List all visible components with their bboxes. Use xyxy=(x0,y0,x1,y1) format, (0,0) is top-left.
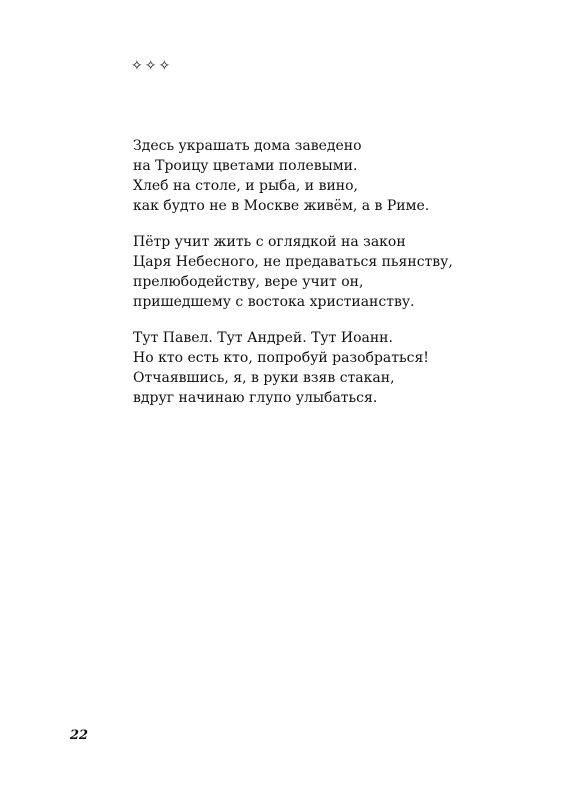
page-number: 22 xyxy=(70,728,89,743)
poem-line: пришедшему с востока христианству. xyxy=(133,294,415,310)
poem-stanza-2 xyxy=(133,232,463,312)
poem-line: вдруг начинаю глупо улыбаться. xyxy=(133,390,378,406)
poem-line: Отчаявшись, я, в руки взяв стакан, xyxy=(133,370,395,386)
poem-stanza-3 xyxy=(133,328,463,408)
poem-line: прелюбодейству, вере учит он, xyxy=(133,274,364,290)
poem-line: Но кто есть кто, попробуй разобраться! xyxy=(133,350,429,366)
poem-line: как будто не в Москве живём, а в Риме. xyxy=(133,198,430,214)
poem-stanza-1 xyxy=(133,136,463,216)
poem-body xyxy=(133,136,463,424)
poem-line: Тут Павел. Тут Андрей. Тут Иоанн. xyxy=(133,330,393,346)
poem-line: Пётр учит жить с оглядкой на закон xyxy=(133,234,406,250)
poem-line: Здесь украшать дома заведено xyxy=(133,138,362,154)
poem-line: Хлеб на столе, и рыба, и вино, xyxy=(133,178,359,194)
poem-line: на Троицу цветами полевыми. xyxy=(133,158,358,174)
section-divider-ornament: ✧✧✧ xyxy=(131,58,173,74)
poem-line: Царя Небесного, не предаваться пьянству, xyxy=(133,254,453,270)
